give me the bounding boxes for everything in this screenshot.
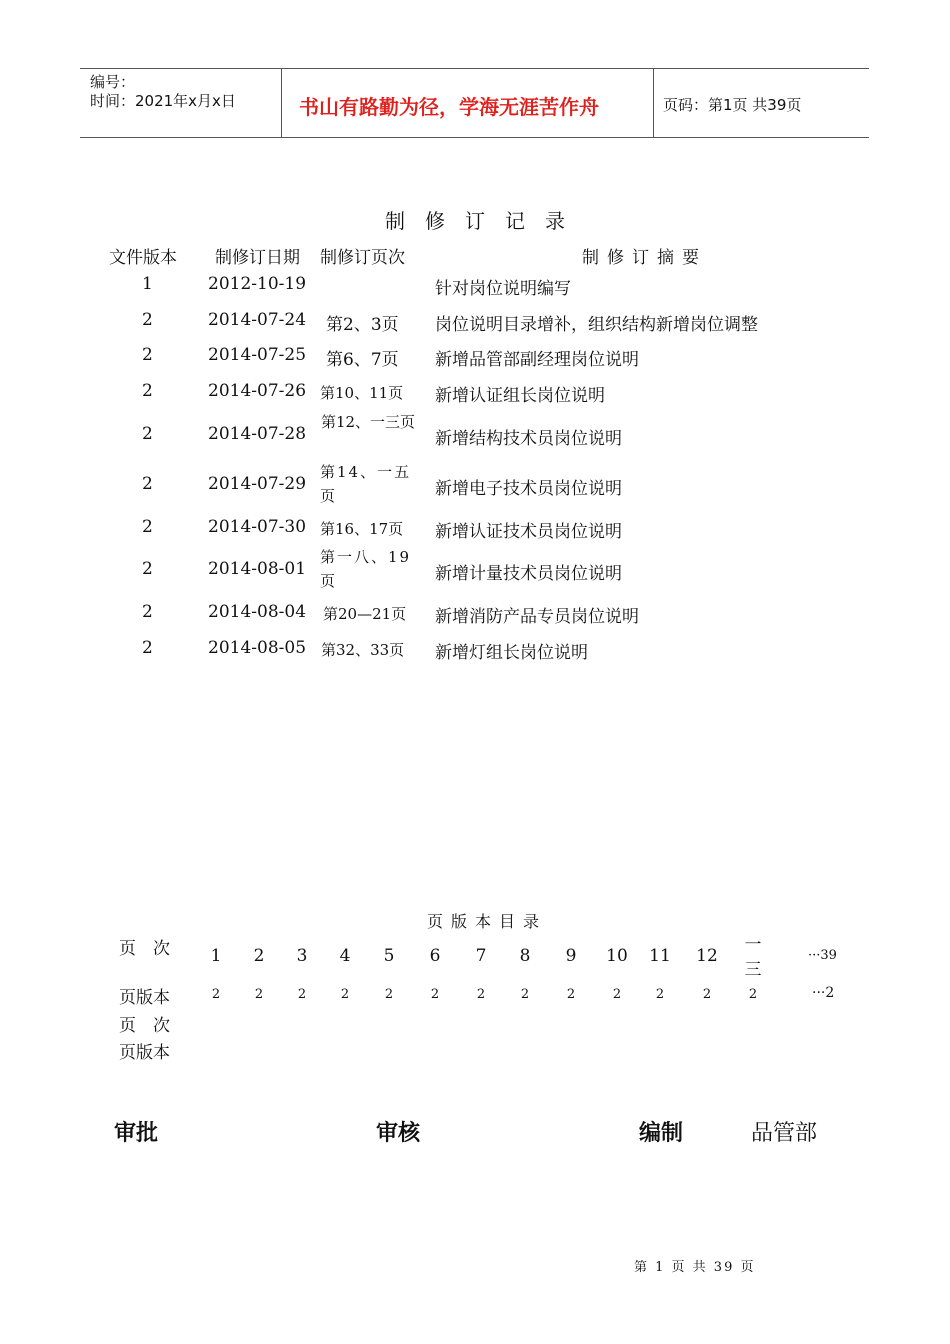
approve-label: 审批	[114, 1121, 159, 1146]
pv-label-version: 页版本	[119, 1043, 170, 1063]
row-pages: 第12、一三页	[320, 413, 416, 431]
row-pages: 第20—21页	[323, 605, 407, 623]
pv-page: 12	[696, 946, 718, 966]
pv-version: 2	[297, 987, 307, 1002]
row-date: 2014-07-30	[208, 517, 307, 537]
row-summary: 新增消防产品专员岗位说明	[435, 607, 639, 627]
row-pages: 第14、一五页	[320, 463, 412, 505]
row-version: 2	[142, 517, 153, 537]
pv-version: 2	[520, 987, 530, 1002]
pv-page: 7	[475, 946, 487, 966]
pv-label-version: 页版本	[119, 988, 170, 1008]
row-pages: 第2、3页	[326, 315, 399, 335]
row-summary: 岗位说明目录增补，组织结构新增岗位调整	[435, 315, 758, 335]
row-version: 2	[142, 345, 153, 365]
pv-page: 一三	[744, 935, 762, 980]
column-header-version: 文件版本	[109, 248, 177, 268]
pv-version: 2	[748, 987, 758, 1002]
pv-version: 2	[254, 987, 264, 1002]
row-version: 1	[142, 274, 153, 294]
pv-page: ···39	[808, 948, 837, 963]
row-summary: 新增认证组长岗位说明	[435, 386, 605, 406]
pv-page: 6	[429, 946, 441, 966]
row-summary: 新增品管部副经理岗位说明	[435, 350, 639, 370]
row-pages: 第32、33页	[321, 641, 405, 659]
pv-page: 8	[519, 946, 531, 966]
row-date: 2014-07-25	[208, 345, 307, 365]
header-page-info: 页码：第1页 共39页	[663, 96, 802, 114]
header-divider	[281, 68, 282, 137]
row-version: 2	[142, 310, 153, 330]
pv-label-pages: 页 次	[119, 939, 170, 959]
pv-version: 2	[655, 987, 665, 1002]
row-date: 2014-07-26	[208, 381, 307, 401]
row-date: 2014-07-24	[208, 310, 307, 330]
row-version: 2	[142, 559, 153, 579]
pv-version: 2	[702, 987, 712, 1002]
pv-page: 10	[606, 946, 628, 966]
row-summary: 针对岗位说明编写	[435, 279, 571, 299]
row-summary: 新增结构技术员岗位说明	[435, 429, 622, 449]
pv-page: 11	[649, 946, 671, 966]
row-date: 2012-10-19	[208, 274, 307, 294]
row-version: 2	[142, 424, 153, 444]
row-date: 2014-08-04	[208, 602, 307, 622]
pv-version: 2	[566, 987, 576, 1002]
pv-version: 2	[430, 987, 440, 1002]
pv-version: 2	[612, 987, 622, 1002]
row-summary: 新增灯组长岗位说明	[435, 643, 588, 663]
row-summary: 新增计量技术员岗位说明	[435, 564, 622, 584]
row-date: 2014-07-29	[208, 474, 307, 494]
prepare-label: 编制	[639, 1121, 684, 1146]
header-divider	[653, 68, 654, 137]
review-label: 审核	[376, 1121, 421, 1146]
pv-page: 9	[565, 946, 577, 966]
row-version: 2	[142, 381, 153, 401]
row-pages: 第一八、19页	[320, 548, 412, 590]
pv-version: 2	[340, 987, 350, 1002]
column-header-pages: 制修订页次	[320, 248, 405, 268]
page-version-index-title: 页版本目录	[427, 912, 548, 931]
row-date: 2014-08-01	[208, 559, 307, 579]
row-date: 2014-08-05	[208, 638, 307, 658]
row-version: 2	[142, 474, 153, 494]
column-header-summary: 制修订摘要	[582, 248, 707, 268]
row-pages: 第10、11页	[320, 384, 404, 402]
row-version: 2	[142, 602, 153, 622]
row-date: 2014-07-28	[208, 424, 307, 444]
revision-record-title: 制修订记录	[385, 209, 585, 233]
pv-version: 2	[476, 987, 486, 1002]
row-summary: 新增电子技术员岗位说明	[435, 479, 622, 499]
row-summary: 新增认证技术员岗位说明	[435, 522, 622, 542]
column-header-date: 制修订日期	[215, 248, 300, 268]
pv-page: 2	[253, 946, 265, 966]
pv-version: ···2	[812, 985, 835, 1001]
header-motto: 书山有路勤为径，学海无涯苦作舟	[299, 95, 599, 119]
row-version: 2	[142, 638, 153, 658]
pv-label-pages: 页 次	[119, 1016, 170, 1036]
pv-page: 1	[210, 946, 222, 966]
header-time-label: 时间：2021年x月x日	[90, 92, 236, 110]
row-pages: 第6、7页	[326, 350, 399, 370]
pv-page: 3	[296, 946, 308, 966]
pv-version: 2	[211, 987, 221, 1002]
pv-page: 4	[339, 946, 351, 966]
prepare-dept: 品管部	[751, 1121, 818, 1146]
row-pages: 第16、17页	[320, 520, 404, 538]
pv-page: 5	[383, 946, 395, 966]
header-number-label: 编号：	[90, 73, 136, 91]
page-footer: 第 1 页 共 39 页	[634, 1260, 756, 1275]
pv-version: 2	[384, 987, 394, 1002]
